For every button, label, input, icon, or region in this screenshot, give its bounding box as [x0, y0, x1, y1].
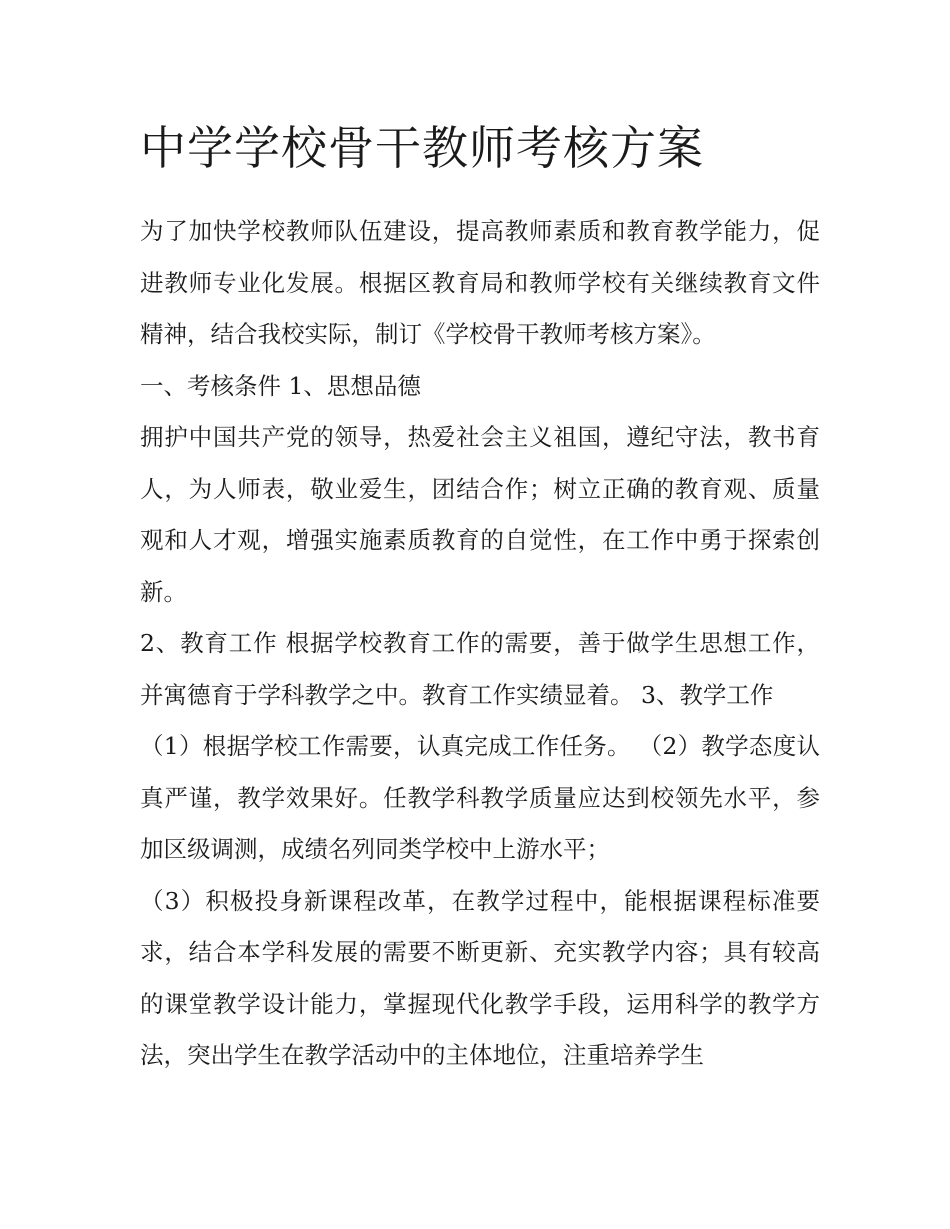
- paragraph-teaching-3: （3）积极投身新课程改革，在教学过程中，能根据课程标准要求，结合本学科发展的需要不断更新、充实教学内容；具有较高的课堂教学设计能力，掌握现代化教学手段，运用科学的教学方法，突出学生在教学活动中的主体地位，注重培养学生: [140, 886, 820, 1069]
- paragraph-ideology: 拥护中国共产党的领导，热爱社会主义祖国，遵纪守法，教书育人，为人师表，敬业爱生，团结合作；树立正确的教育观、质量观和人才观，增强实施素质教育的自觉性，在工作中勇于探索创新。: [140, 423, 820, 606]
- document-title: 中学学校骨干教师考核方案: [140, 121, 704, 175]
- document-body: [140, 112, 820, 1082]
- paragraph-section-heading: 一、考核条件 1、思想品德: [140, 371, 421, 400]
- paragraph-education-work: 2、教育工作 根据学校教育工作的需要，善于做学生思想工作，并寓德育于学科教学之中。教育工作实绩显着。 3、教学工作: [140, 629, 820, 709]
- paragraph-teaching-1-2: （1）根据学校工作需要，认真完成工作任务。 （2）教学态度认真严谨，教学效果好。任教学科教学质量应达到校领先水平，参加区级调测，成绩名列同类学校中上游水平；: [140, 732, 820, 863]
- paragraph-intro: 为了加快学校教师队伍建设，提高教师素质和教育教学能力，促进教师专业化发展。根据区教育局和教师学校有关继续教育文件精神，结合我校实际，制订《学校骨干教师考核方案》。: [140, 217, 820, 348]
